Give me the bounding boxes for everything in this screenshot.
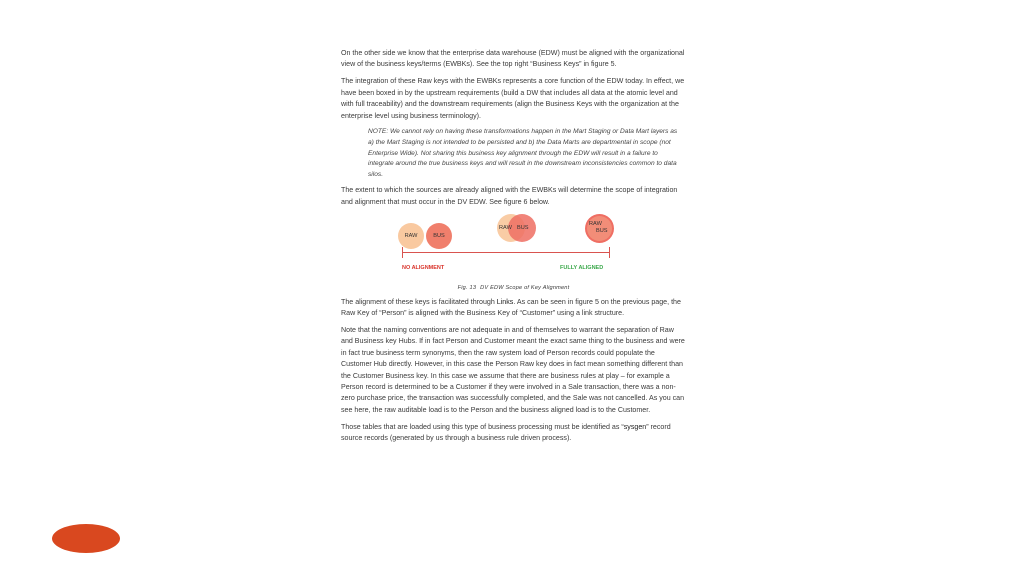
document-page: [341, 48, 686, 450]
figure-number: Fig. 13: [457, 284, 477, 291]
sysgen-text-after: ” record source records (generated by us through a business rule driven process).: [341, 422, 671, 443]
decorative-orange-ellipse: [52, 524, 120, 553]
paragraph-source-alignment: The extent to which the sources are already aligned with the EWBKs will determine the scope of integration and alignment that must occur in the DV EDW. See figure 6 below.: [341, 186, 678, 206]
figure-caption: [341, 285, 686, 291]
links-text-after: . As can be seen in figure 5 on the previous page, the Raw Key of “Person” is aligned with the Business Key of “Customer” using a link structure.: [341, 297, 681, 318]
scale-left-tick: [402, 247, 403, 258]
alignment-scale-line: [402, 252, 610, 253]
paragraph-naming-conventions: Note that the naming conventions are not adequate in and of themselves to warrant the separation of Raw and Business key Hubs. If in fact Person and Customer meant the exact same thing to the business and were in fact true business term synonyms, then the raw system load of Person records could populate the Customer Hub directly. However, in this case the Person Raw key does in fact mean something different than the Customer Business key. In this case we assume that there are business rules at play – for example a Person record is determined to be a Customer if they were involved in a Sale transaction, there was a non-zero purchase price, the transaction was successfully completed, and the Sale was not cancelled. As you can see here, the raw auditable load is to the Person and the business aligned load is to the Customer.: [341, 326, 685, 414]
full-bus-label: BUS: [596, 227, 608, 234]
links-text-before: The alignment of these keys is facilitated through: [341, 297, 497, 306]
paragraph-raw-key-integration: The integration of these Raw keys with the EWBKs represents a core function of the EDW today. In effect, we have been boxed in by the upstream requirements (build a DW that includes all data at the atomic level and with full traceability) and the downstream requirements (align the Business Keys with the organization at the enterprise level using business terminology).: [341, 77, 685, 120]
business-key-circle: [426, 223, 452, 249]
figure-title: DV EDW Scope of Key Alignment: [480, 284, 570, 291]
fully-aligned-label: FULLY ALIGNED: [560, 264, 604, 271]
full-raw-label: RAW: [589, 220, 602, 227]
paragraph-sysgen: [341, 422, 686, 445]
paragraph-edw-alignment: On the other side we know that the enterprise data warehouse (EDW) must be aligned with the organizational view of the business keys/terms (EWBKs). See the top right “Business Keys” in figure 5.: [341, 49, 685, 69]
sysgen-term: sysgen: [623, 422, 647, 431]
links-term: Links: [496, 297, 514, 306]
paragraph-links: [341, 297, 686, 320]
scale-right-tick: [609, 247, 610, 258]
no-alignment-label: NO ALIGNMENT: [402, 264, 445, 271]
overlap-raw-label: RAW: [499, 224, 512, 231]
raw-key-circle: [398, 223, 424, 249]
raw-key-label: RAW: [404, 232, 418, 239]
key-alignment-diagram: [341, 214, 686, 282]
sysgen-text-before: Those tables that are loaded using this type of business processing must be identified as “: [341, 422, 624, 431]
overlap-bus-label: BUS: [517, 224, 529, 231]
note-mart-staging: NOTE: We cannot rely on having these transformations happen in the Mart Staging or Data Mart layers as a) the Mart Staging is not intended to be persisted and b) the Data Marts are departmental in scope (not Enterprise Wide). Not sharing this business key alignment through the EDW will result in a failure to integrate around the true business keys and will result in the downstream inconsistencies common to data silos.: [368, 128, 678, 178]
business-key-label: BUS: [433, 232, 445, 239]
